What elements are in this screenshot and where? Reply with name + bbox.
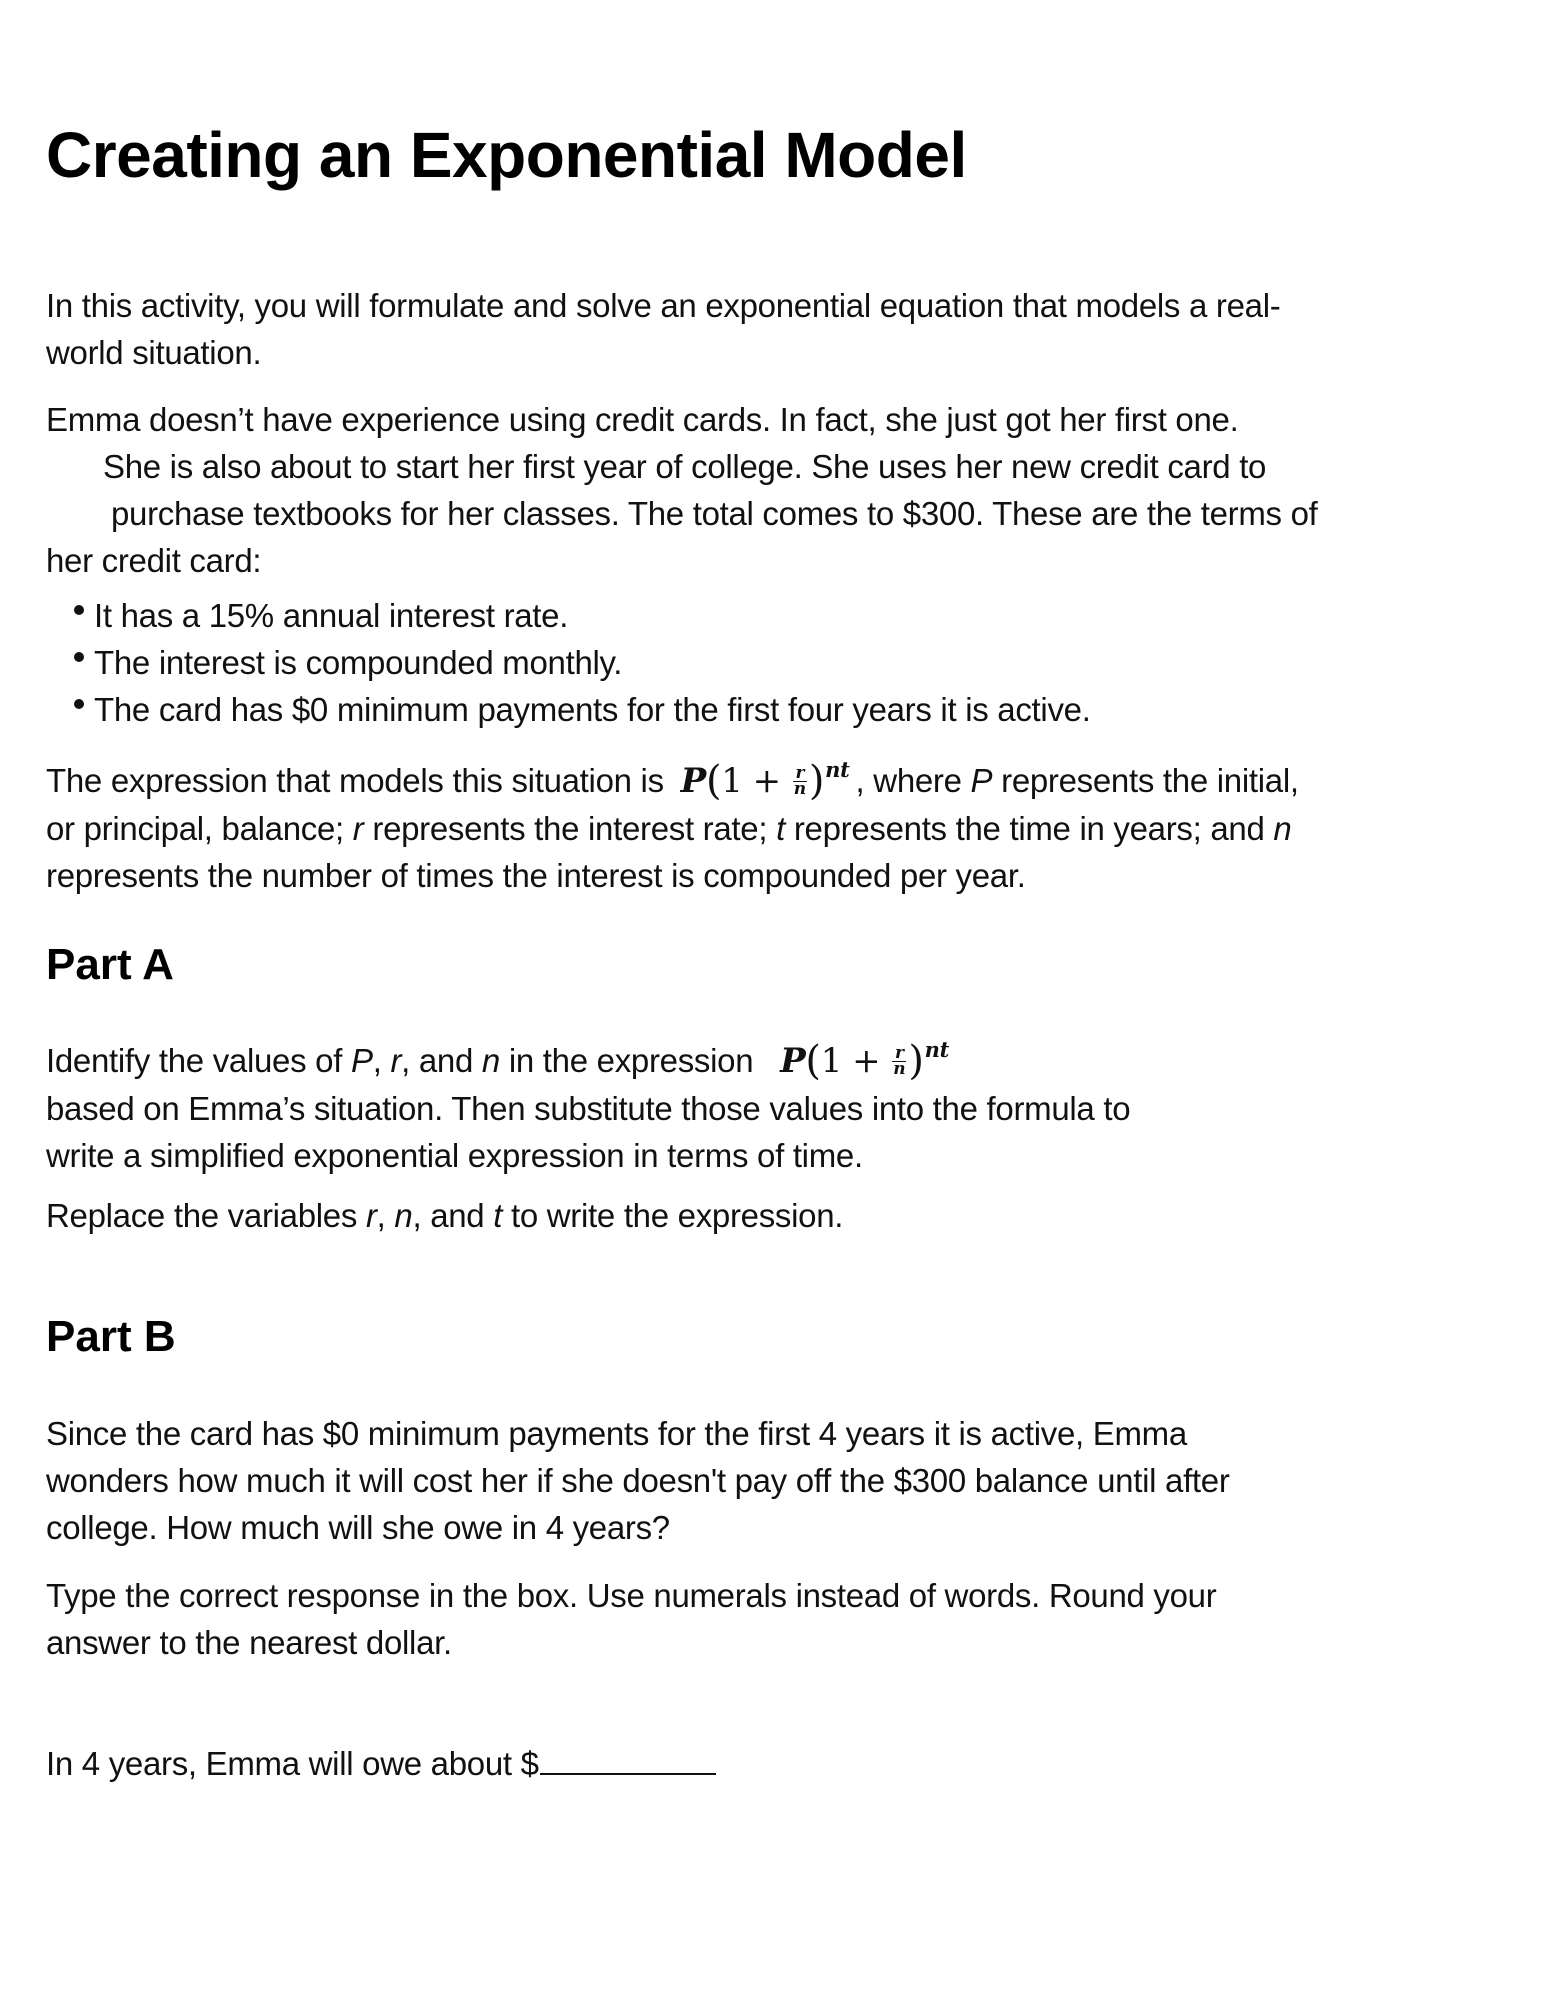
part-a-text: in the expression	[508, 1042, 754, 1079]
part-a-instruction-line	[46, 1192, 843, 1239]
instruction-text: Replace the variables	[46, 1197, 358, 1234]
formula-exponent: nt	[924, 1037, 950, 1062]
formula-plus: +	[752, 761, 781, 801]
part-b-instruction-line-2: answer to the nearest dollar.	[46, 1624, 452, 1661]
bullet-icon	[74, 605, 84, 615]
formula-close-paren: )	[808, 758, 825, 804]
var-t: t	[776, 810, 785, 847]
part-a-text: Identify the values of	[46, 1042, 343, 1079]
scenario-line-2: She is also about to start her first year of college. She uses her new credit card to	[103, 448, 1267, 485]
page-title: Creating an Exponential Model	[46, 119, 967, 191]
list-item	[74, 639, 1091, 686]
var-P: P	[350, 1042, 373, 1079]
separator: ,	[376, 1197, 386, 1234]
expression-text: represents the interest rate;	[372, 810, 768, 847]
var-t: t	[493, 1197, 503, 1234]
part-b-line-3: college. How much will she owe in 4 years?	[46, 1509, 670, 1546]
part-b-instruction	[46, 1572, 1216, 1666]
var-r: r	[352, 810, 364, 847]
part-b-line-1: Since the card has $0 minimum payments for the first 4 years it is active, Emma	[46, 1415, 1187, 1452]
card-terms-list	[74, 592, 1091, 733]
scenario-line-3: purchase textbooks for her classes. The total comes to $300. These are the terms of	[111, 495, 1318, 532]
formula-open-paren: (	[805, 1038, 821, 1084]
separator: , and	[401, 1042, 474, 1079]
expression-text: represents the time in years; and	[793, 810, 1265, 847]
formula-plus: +	[852, 1041, 881, 1081]
part-b-paragraph	[46, 1410, 1230, 1551]
var-n: n	[1273, 810, 1292, 847]
part-b-instruction-line-1: Type the correct response in the box. Use numerals instead of words. Round your	[46, 1577, 1217, 1614]
formula-denominator: n	[793, 778, 806, 799]
intro-line-2: world situation.	[46, 334, 262, 371]
answer-row	[46, 1740, 716, 1787]
answer-line	[46, 1740, 716, 1787]
expression-paragraph	[46, 756, 1299, 899]
formula-one: 1	[721, 761, 743, 801]
part-a-paragraph	[46, 1036, 1130, 1179]
intro-paragraph	[46, 282, 1280, 376]
bullet-icon	[74, 699, 84, 709]
part-b-line-2: wonders how much it will cost her if she doesn't pay off the $300 balance until after	[46, 1462, 1230, 1499]
part-a-line-3: write a simplified exponential expression in terms of time.	[46, 1137, 863, 1174]
term-text: It has a 15% annual interest rate.	[94, 597, 569, 634]
formula-one: 1	[820, 1041, 843, 1081]
compound-interest-formula	[681, 756, 850, 805]
expression-line-1	[46, 756, 1299, 805]
var-n: n	[394, 1197, 413, 1234]
formula-P: P	[780, 1041, 806, 1081]
formula-P: P	[680, 761, 706, 801]
var-n: n	[481, 1042, 500, 1079]
expression-line-3: represents the number of times the interest is compounded per year.	[46, 857, 1026, 894]
expression-line-2	[46, 805, 1299, 852]
formula-close-paren: )	[908, 1038, 924, 1084]
scenario-paragraph	[46, 396, 1318, 584]
expression-rest: represents the initial,	[1001, 762, 1299, 799]
expression-where: , where	[855, 762, 962, 799]
formula-fraction	[793, 762, 807, 799]
formula-numerator: r	[892, 1046, 906, 1062]
formula-fraction	[892, 1042, 906, 1079]
answer-blank-input[interactable]	[540, 1743, 716, 1775]
compound-interest-formula	[780, 1036, 949, 1085]
part-b-heading: Part B	[46, 1312, 176, 1361]
part-a-instruction	[46, 1192, 843, 1239]
expression-text: or principal, balance;	[46, 810, 344, 847]
list-item	[74, 686, 1091, 733]
separator: ,	[372, 1042, 382, 1079]
part-a-line-1	[46, 1036, 1130, 1085]
formula-exponent: nt	[825, 757, 850, 782]
scenario-line-4: her credit card:	[46, 542, 262, 579]
answer-prompt: In 4 years, Emma will owe about $	[46, 1745, 539, 1782]
bullet-icon	[74, 652, 84, 662]
var-r: r	[390, 1042, 402, 1079]
term-text: The interest is compounded monthly.	[94, 644, 623, 681]
var-r: r	[365, 1197, 377, 1234]
list-item	[74, 592, 1091, 639]
intro-line-1: In this activity, you will formulate and solve an exponential equation that models a real-	[46, 287, 1281, 324]
formula-numerator: r	[793, 766, 807, 782]
scenario-line-1: Emma doesn’t have experience using credit cards. In fact, she just got her first one.	[46, 401, 1239, 438]
formula-open-paren: (	[705, 758, 722, 804]
term-text: The card has $0 minimum payments for the first four years it is active.	[94, 691, 1091, 728]
formula-denominator: n	[893, 1058, 906, 1079]
expression-prefix: The expression that models this situation is	[46, 762, 664, 799]
instruction-text: to write the expression.	[510, 1197, 844, 1234]
part-a-line-2: based on Emma’s situation. Then substitute those values into the formula to	[46, 1090, 1131, 1127]
separator: , and	[412, 1197, 485, 1234]
part-a-heading: Part A	[46, 940, 174, 989]
var-P: P	[970, 762, 993, 799]
